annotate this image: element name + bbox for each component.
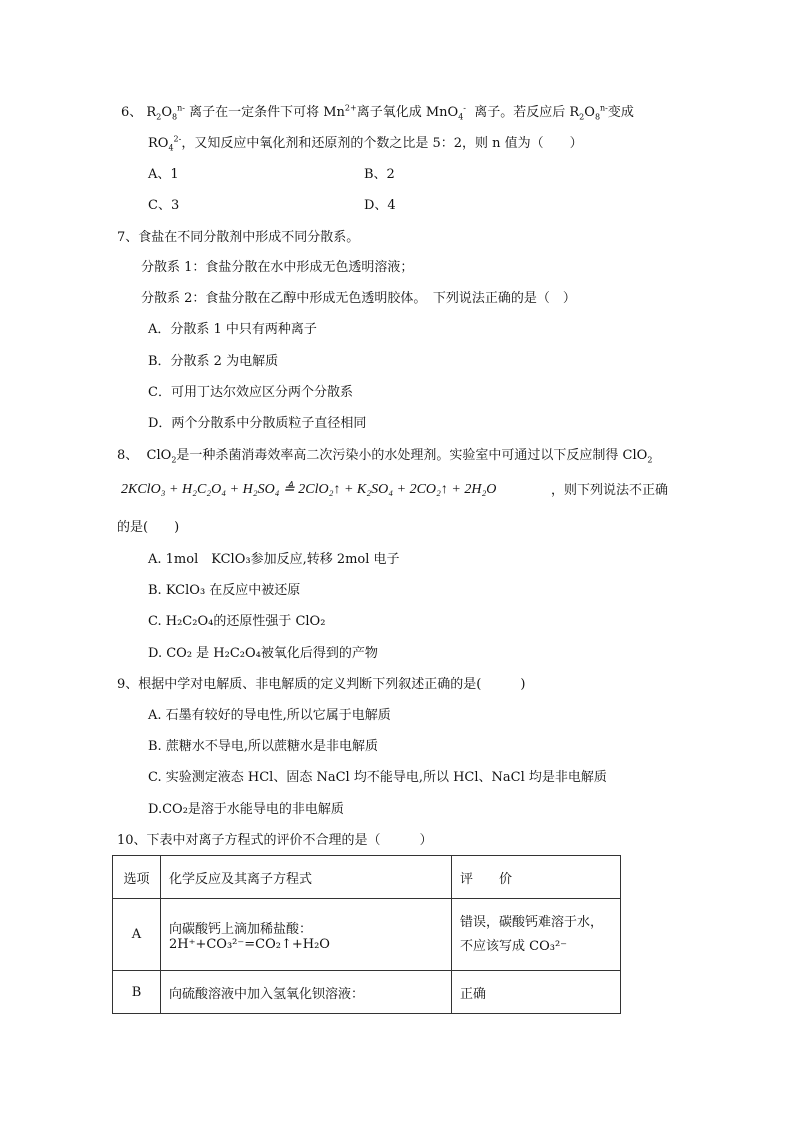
q6-text: 离子氧化成 MnO xyxy=(356,105,459,120)
q8-number: 8、 xyxy=(117,448,139,463)
q9-option-d: D.CO₂是溶于水能导电的非电解质 xyxy=(148,802,344,817)
header-option: 选项 xyxy=(113,856,161,899)
q9-stem: 9、根据中学对电解质、非电解质的定义判断下列叙述正确的是( ) xyxy=(117,677,526,692)
row-reaction: 向硫酸溶液中加入氢氧化钡溶液： xyxy=(161,971,452,1014)
table-row xyxy=(113,899,621,971)
q8-stem-line3: 的是( ) xyxy=(117,520,180,535)
q6-text: 离子。若反应后 R xyxy=(474,105,580,120)
q7-system-1: 分散系 1：食盐分散在水中形成无色透明溶液； xyxy=(141,260,414,275)
q7-option-a: A．分散系 1 中只有两种离子 xyxy=(148,322,317,337)
q7-system-2: 分散系 2：食盐分散在乙醇中形成无色透明胶体。 下列说法正确的是（ ） xyxy=(141,291,576,306)
row-option: A xyxy=(113,899,161,971)
q8-equation-tail: ，则下列说法不正确 xyxy=(551,483,669,498)
q10-stem: 10、下表中对离子方程式的评价不合理的是（ ） xyxy=(117,833,433,848)
header-reaction: 化学反应及其离子方程式 xyxy=(161,856,452,899)
q8-equation: 2KClO₃ + H₂C₂O₄ + H₂SO₄ ≜ 2ClO₂↑ + K₂SO₄ + 2CO₂↑ + 2H₂O xyxy=(121,482,497,497)
q6-option-b: B、2 xyxy=(364,167,395,182)
q9-option-a: A. 石墨有较好的导电性,所以它属于电解质 xyxy=(148,708,391,723)
q8-option-c: C. H₂C₂O₄的还原性强于 ClO₂ xyxy=(148,614,326,629)
q7-option-d: D．两个分散系中分散质粒子直径相同 xyxy=(148,416,367,431)
q8-option-b: B. KClO₃ 在反应中被还原 xyxy=(148,583,301,598)
q6-text: 离子在一定条件下可将 Mn xyxy=(189,105,345,120)
row-option: B xyxy=(113,971,161,1014)
q8-stem-line1: 8、 ClO$_2$是一种杀菌消毒效率高二次污染小的水处理剂。实验室中可通过以下反应制得 ClO$_2$ xyxy=(117,448,653,465)
row-reaction: 向碳酸钙上滴加稀盐酸：2H⁺+CO₃²⁻=CO₂↑+H₂O xyxy=(161,899,452,971)
q6-stem-line1: 6、 $R_2O_8^{n-}$ 离子在一定条件下可将 $Mn^{2+}$离子氧化成 MnO$_4$- 离子。若反应后 $R_2O_8^{n-}$变成 xyxy=(121,103,634,122)
q9-option-c: C. 实验测定液态 HCl、固态 NaCl 均不能导电,所以 HCl、NaCl 均是非电解质 xyxy=(148,770,607,785)
q6-number: 6、 xyxy=(121,105,143,120)
q6-option-a: A、1 xyxy=(148,167,179,182)
q8-option-d: D. CO₂ 是 H₂C₂O₄被氧化后得到的产物 xyxy=(148,646,378,661)
row-evaluation xyxy=(452,899,621,971)
q8-text: ClO xyxy=(146,448,172,463)
q9-option-b: B. 蔗糖水不导电,所以蔗糖水是非电解质 xyxy=(148,739,378,754)
q7-option-b: B．分散系 2 为电解质 xyxy=(148,354,279,369)
q6-text: ，又知反应中氧化剂和还原剂的个数之比是 5：2，则 n 值为（ ） xyxy=(181,136,583,151)
row-evaluation: 正确 xyxy=(452,971,621,1014)
q6-text: 变成 xyxy=(607,105,634,120)
q6-text: R xyxy=(146,105,157,120)
header-evaluation: 评 价 xyxy=(452,856,621,899)
q8-text: 是一种杀菌消毒效率高二次污染小的水处理剂。实验室中可通过以下反应制得 ClO xyxy=(176,448,648,463)
q7-option-c: C．可用丁达尔效应区分两个分散系 xyxy=(148,385,353,400)
q6-text: RO xyxy=(148,136,169,151)
q7-stem: 7、食盐在不同分散剂中形成不同分散系。 xyxy=(117,230,360,245)
q8-option-a: A. 1mol KClO₃参加反应,转移 2mol 电子 xyxy=(148,552,400,567)
q6-option-c: C、3 xyxy=(148,198,180,213)
evaluation-line1: 错误，碳酸钙难溶于水， xyxy=(460,914,604,930)
q6-option-d: D、4 xyxy=(364,198,396,213)
q10-table xyxy=(112,855,621,1014)
table-row xyxy=(113,971,621,1014)
table-header-row xyxy=(113,856,621,899)
evaluation-line2: 不应该写成 CO₃²⁻ xyxy=(460,938,568,954)
q6-stem-line2: $RO_4^{2-}$，又知反应中氧化剂和还原剂的个数之比是 5：2，则 n 值为（ ） xyxy=(148,134,583,153)
